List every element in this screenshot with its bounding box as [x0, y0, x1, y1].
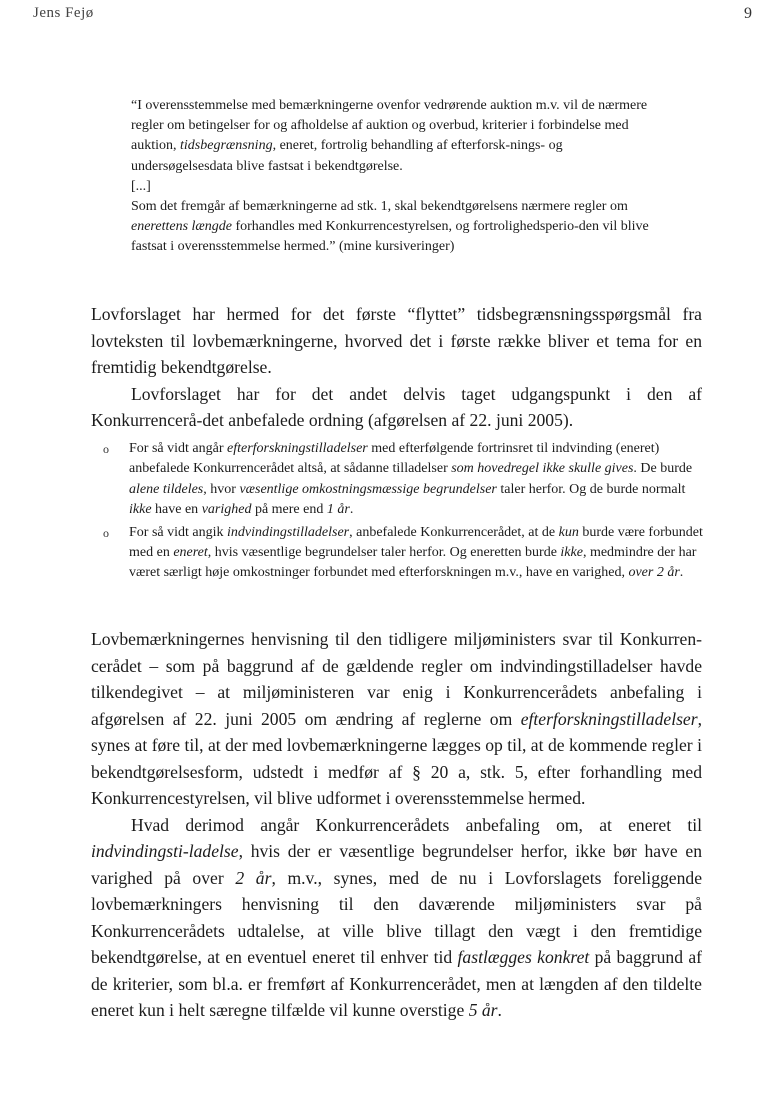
bullet-marker: o	[103, 525, 109, 540]
bullet-item-2: o For så vidt angik indvindingstilladelser, anbefalede Konkurrencerådet, at de kun burde være forbundet med en eneret, hvis væsentlige begrundelser taler herfor. Og eneretten burde ikke, medmindre der har været særligt høje omkostninger forbundet med efterforskningen m.v., have en varighed, over 2 år.	[103, 524, 703, 581]
body-section-1	[91, 301, 702, 434]
quote-paragraph-2: Som det fremgår af bemærkningerne ad stk. 1, skal bekendtgørelsens nærmere regler om enerettens længde forhandles med Konkurrencestyrelsen, og fortrolighedsperio-den vil blive fastsat i overensstemmelse hermed.” (mine kursiveringer)	[131, 199, 649, 255]
paragraph-first: Lovforslaget har hermed for det første “flyttet” tidsbegrænsningsspørgsmål fra lovteksten til lovbemærkningerne, hvorved det i første række bliver et tema for en fremtidig bekendtgørelse.	[91, 304, 702, 377]
bullet-list	[103, 439, 703, 586]
quote-paragraph-1: “I overensstemmelse med bemærkningerne ovenfor vedrørende auktion m.v. vil de nærmere regler om betingelser for og afholdelse af auktion og overbud, kriterier i forbindelse med auktion, tidsbegrænsning, eneret, fortrolig behandling af efterforsk-nings- og undersøgelsesdata blive fastsat i bekendtgørelse.	[131, 98, 648, 174]
page-number: 9	[744, 5, 752, 22]
quote-ellipsis: [...]	[131, 178, 151, 194]
paragraph-second: Lovforslaget har for det andet delvis taget udgangspunkt i den af Konkurrencerå-det anbefalede ordning (afgørelsen af 22. juni 2005).	[91, 383, 702, 430]
paragraph-third: Lovbemærkningernes henvisning til den tidligere miljøministers svar til Konkurren-cerådet – som på baggrund af de gældende regler om indvindingstilladelser havde tilkendegivet – at miljøministeren var enig i Konkurrencerådets anbefaling i afgørelsen af 22. juni 2005 om ændring af reglerne om efterforskningstilladelser, synes at føre til, at der med lovbemærkningerne lægges op til, at de kommende regler i bekendtgørelsesform, udstedt i medfør af § 20 a, stk. 5, efter forhandling med Konkurrencestyrelsen, vil blive udformet i overensstemmelse hermed.	[91, 629, 702, 808]
author-header: Jens Fejø	[33, 5, 94, 21]
body-section-2	[91, 626, 702, 1024]
paragraph-fourth: Hvad derimod angår Konkurrencerådets anbefaling om, at eneret til indvindingsti-ladelse, hvis der er væsentlige begrundelser herfor, ikke bør have en varighed på over 2 år, m.v., synes, med de nu i Lovforslagets foreliggende lovbemærkningers henvisning til den daværende miljøministers svar på Konkurrencerådets udtalelse, at ville blive tillagt den vægt i den fremtidige bekendtgørelse, at en eventuel eneret til enhver tid fastlægges konkret på baggrund af de kriterier, som bl.a. er fremført af Konkurrencerådet, men at længden af den tildelte eneret kun i helt særegne tilfælde vil kunne overstige 5 år.	[91, 814, 703, 1020]
bullet-marker: o	[103, 442, 109, 456]
bullet-item-1: o For så vidt angår efterforskningstilladelser med efterfølgende fortrinsret til indvinding (eneret) anbefalede Konkurrencerådet altså, at sådanne tilladelser som hovedregel ikke skulle gives. De burde alene tildeles, hvor væsentlige omkostningsmæssige begrundelser taler herfor. Og de burde normalt ikke have en varighed på mere end 1 år.	[103, 441, 693, 518]
block-quote	[131, 96, 651, 258]
